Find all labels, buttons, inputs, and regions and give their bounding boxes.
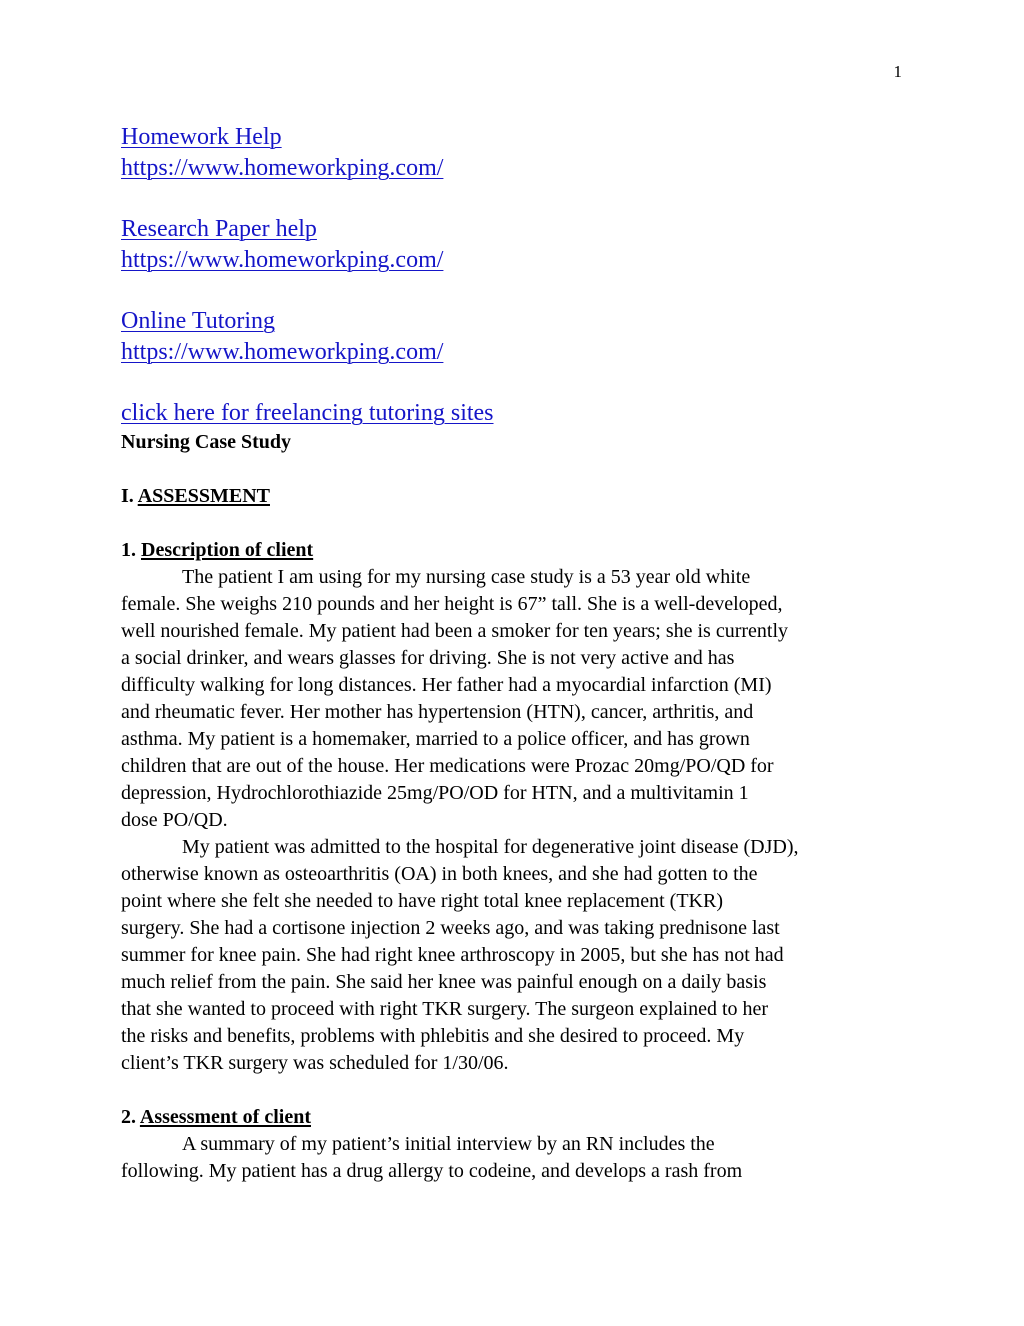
subsection-number: 2. [121, 1106, 136, 1128]
section-heading-assessment [121, 483, 911, 510]
paragraph-line: a social drinker, and wears glasses for driving. She is not very active and has [121, 647, 735, 669]
research-paper-help-link[interactable]: Research Paper help [121, 216, 317, 242]
section-number: I. [121, 485, 134, 507]
paragraph [121, 564, 911, 834]
paragraph-line: surgery. She had a cortisone injection 2 weeks ago, and was taking prednisone last [121, 917, 780, 939]
paragraph-line: and rheumatic fever. Her mother has hypertension (HTN), cancer, arthritis, and [121, 701, 754, 723]
paragraph-line: otherwise known as osteoarthritis (OA) in both knees, and she had gotten to the [121, 863, 758, 885]
subsection-body [121, 1131, 911, 1185]
paragraph-line: My patient was admitted to the hospital for degenerative joint disease (DJD), [182, 836, 799, 858]
paragraph [121, 1131, 911, 1185]
section-title: ASSESSMENT [137, 485, 270, 507]
paragraph-line: that she wanted to proceed with right TKR surgery. The surgeon explained to her [121, 998, 769, 1020]
subsection-heading-description [121, 537, 911, 564]
paragraph-line: asthma. My patient is a homemaker, married to a police officer, and has grown [121, 728, 750, 750]
online-tutoring-url-link[interactable]: https://www.homeworkping.com/ [121, 339, 444, 365]
paragraph-line: depression, Hydrochlorothiazide 25mg/PO/OD for HTN, and a multivitamin 1 [121, 782, 749, 804]
subsection-number: 1. [121, 539, 136, 561]
document-title: Nursing Case Study [121, 431, 292, 453]
page-number: 1 [893, 62, 902, 81]
subsection-description-of-client [121, 537, 911, 1077]
online-tutoring-link[interactable]: Online Tutoring [121, 308, 276, 334]
homework-help-link[interactable]: Homework Help [121, 124, 282, 150]
paragraph-line: the risks and benefits, problems with phlebitis and she desired to proceed. My [121, 1025, 745, 1047]
page-content [121, 122, 911, 1185]
paragraph-line: female. She weighs 210 pounds and her height is 67” tall. She is a well-developed, [121, 593, 783, 615]
paragraph-line: point where she felt she needed to have right total knee replacement (TKR) [121, 890, 723, 912]
paragraph-line: dose PO/QD. [121, 809, 228, 831]
paragraph-line: following. My patient has a drug allergy to codeine, and develops a rash from [121, 1160, 743, 1182]
link-block-research-paper-help [121, 214, 911, 276]
paragraph-line: well nourished female. My patient had been a smoker for ten years; she is currently [121, 620, 789, 642]
link-block-homework-help [121, 122, 911, 184]
link-block-online-tutoring [121, 306, 911, 368]
paragraph-line: summer for knee pain. She had right knee arthroscopy in 2005, but she has not had [121, 944, 784, 966]
paragraph-line: The patient I am using for my nursing case study is a 53 year old white [182, 566, 751, 588]
subsection-title: Description of client [141, 539, 314, 561]
paragraph-line: difficulty walking for long distances. Her father had a myocardial infarction (MI) [121, 674, 772, 696]
paragraph-line: A summary of my patient’s initial interview by an RN includes the [182, 1133, 715, 1155]
link-block-freelancing [121, 398, 911, 429]
freelancing-tutoring-sites-link[interactable]: click here for freelancing tutoring sites [121, 400, 494, 426]
homework-help-url-link[interactable]: https://www.homeworkping.com/ [121, 155, 444, 181]
paragraph [121, 834, 911, 1077]
subsection-title: Assessment of client [139, 1106, 311, 1128]
paragraph-line: children that are out of the house. Her medications were Prozac 20mg/PO/QD for [121, 755, 774, 777]
paragraph-line: much relief from the pain. She said her knee was painful enough on a daily basis [121, 971, 767, 993]
subsection-assessment-of-client [121, 1104, 911, 1185]
research-paper-help-url-link[interactable]: https://www.homeworkping.com/ [121, 247, 444, 273]
paragraph-line: client’s TKR surgery was scheduled for 1/30/06. [121, 1052, 509, 1074]
subsection-body [121, 564, 911, 1077]
subsection-heading-assessment [121, 1104, 911, 1131]
